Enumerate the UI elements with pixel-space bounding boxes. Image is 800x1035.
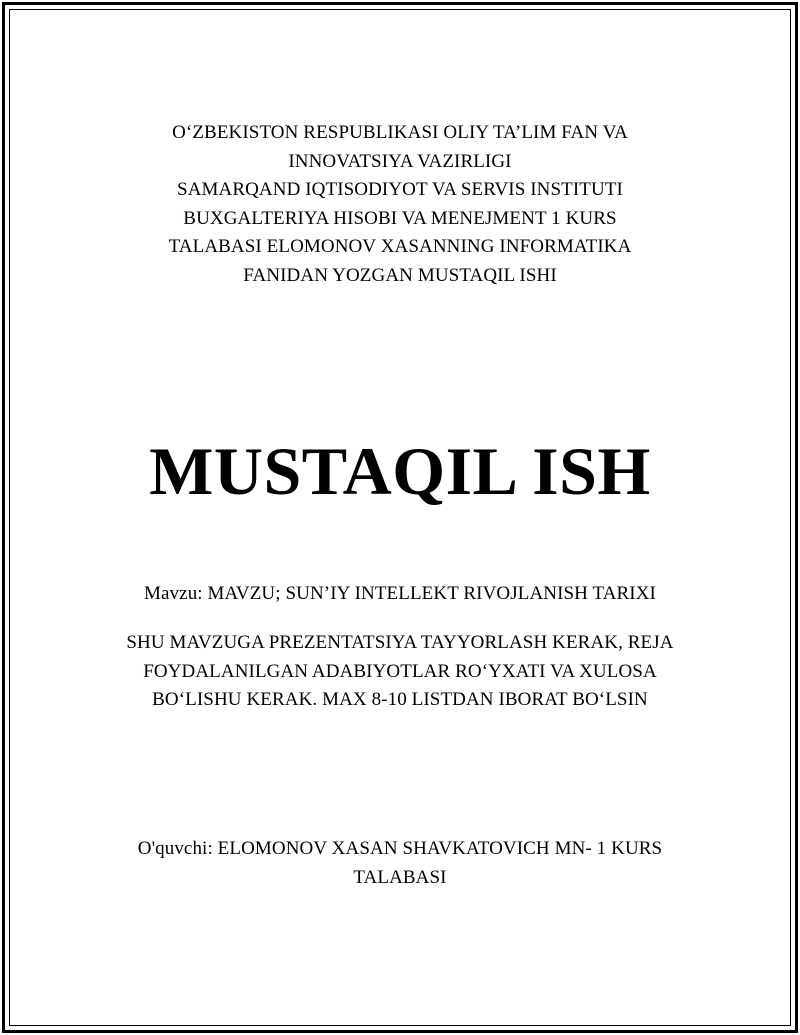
institution-header <box>0 119 800 290</box>
header-line: TALABASI ELOMONOV XASANNING INFORMATIKA <box>168 236 632 257</box>
header-line: FANIDAN YOZGAN MUSTAQIL ISHI <box>243 264 557 286</box>
header-line: O‘ZBEKISTON RESPUBLIKASI OLIY TA’LIM FAN VA <box>172 122 628 143</box>
header-line: INNOVATSIYA VAZIRLIGI <box>288 150 512 172</box>
topic-section <box>0 580 800 609</box>
student-line: O'quvchi: ELOMONOV XASAN SHAVKATOVICH MN- 1 KURS <box>137 838 663 859</box>
student-info <box>0 835 800 892</box>
student-line: TALABASI <box>353 866 447 888</box>
header-line: BUXGALTERIYA HISOBI VA MENEJMENT 1 KURS <box>183 207 617 229</box>
task-line: FOYDALANILGAN ADABIYOTLAR RO‘YXATI VA XULOSA <box>143 660 657 682</box>
topic-line: Mavzu: MAVZU; SUN’IY INTELLEKT RIVOJLANISH TARIXI <box>144 583 656 604</box>
task-line: BO‘LISHU KERAK. MAX 8-10 LISTDAN IBORAT BO‘LSIN <box>152 689 648 710</box>
task-description <box>0 629 800 715</box>
task-line: SHU MAVZUGA PREZENTATSIYA TAYYORLASH KERAK, REJA <box>126 632 674 653</box>
header-line: SAMARQAND IQTISODIYOT VA SERVIS INSTITUTI <box>177 179 623 200</box>
document-title: MUSTAQIL ISH <box>149 433 651 509</box>
